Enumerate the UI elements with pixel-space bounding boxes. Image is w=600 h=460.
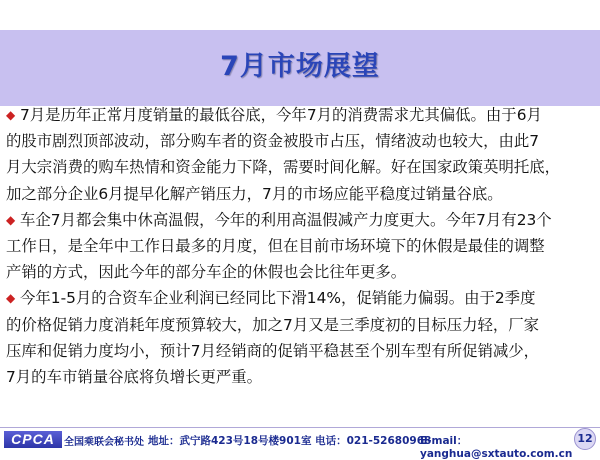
paragraph-1: [6, 102, 596, 207]
paragraph-line: ◆ 今年1-5月的合资车企业利润已经同比下滑14%，促销能力偏弱。由于2季度: [6, 285, 596, 311]
paragraph-line: 工作日，是全年中工作日最多的月度，但在目前市场环境下的休假是最佳的调整: [6, 237, 545, 256]
paragraph-3: [6, 285, 596, 390]
paragraph-line: 7月的车市销量谷底将负增长更严重。: [6, 368, 263, 387]
top-band: [0, 0, 600, 16]
footer-email: E-mail：yanghua@sxtauto.com.cn: [420, 435, 573, 460]
footer: [0, 427, 600, 460]
diamond-bullet-icon: ◆: [6, 291, 16, 306]
diamond-bullet-icon: ◆: [6, 108, 16, 122]
footer-address: 地址：武宁路423号18号楼901室 电话：021-52680968: [148, 435, 432, 447]
footer-org: 全国乘联会秘书处: [64, 437, 144, 448]
paragraph-line: ◆ 7月是历年正常月度销量的最低谷底，今年7月的消费需求尤其偏低。由于6月: [6, 102, 596, 128]
page-number: 12: [574, 428, 596, 450]
paragraph-line: 压库和促销力度均小，预计7月经销商的促销平稳甚至个别车型有所促销减少，: [6, 341, 540, 360]
paragraph-line: 的股市剧烈顶部波动，部分购车者的资金被股市占压，情绪波动也较大，由此7: [6, 132, 540, 151]
paragraph-line: ◆ 车企7月都会集中休高温假，今年的利用高温假减产力度更大。今年7月有23个: [6, 207, 596, 233]
paragraph-2: [6, 207, 596, 286]
paragraph-line: 的价格促销力度消耗年度预算较大，加之7月又是三季度初的目标压力轻，厂家: [6, 315, 540, 334]
cpca-logo: CPCA: [4, 431, 62, 448]
paragraph-line: 产销的方式，因此今年的部分车企的休假也会比往年更多。: [6, 263, 407, 282]
slide-title: 7月市场展望: [220, 51, 380, 82]
paragraph-line: 月大宗消费的购车热情和资金能力下降，需要时间化解。好在国家政策英明托底，: [6, 158, 561, 177]
diamond-bullet-icon: ◆: [6, 212, 16, 227]
slide-content: [6, 102, 596, 390]
paragraph-line: 加之部分企业6月提早化解产销压力，7月的市场应能平稳度过销量谷底。: [6, 184, 503, 203]
